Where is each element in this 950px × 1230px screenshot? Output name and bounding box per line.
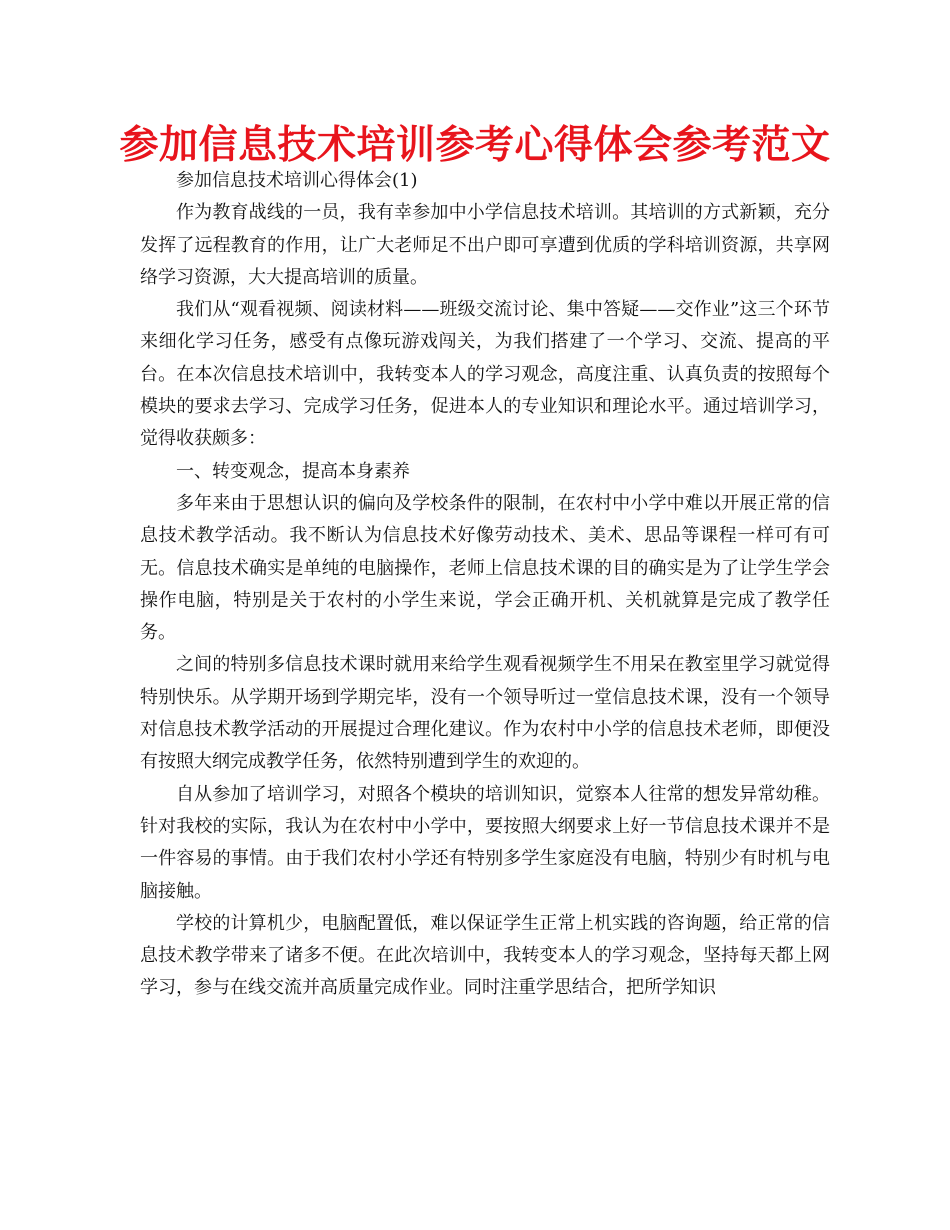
paragraph-subtitle: 参加信息技术培训心得体会(1)	[176, 170, 418, 191]
paragraph: 自从参加了培训学习，对照各个模块的培训知识，觉察本人往常的想发异常幼稚。针对我校的实际，我认为在农村中小学中，要按照大纲要求上好一节信息技术课并不是一件容易的事情。由于我们农村小学还有特别多学生家庭没有电脑，特别少有时机与电脑接触。	[140, 783, 830, 902]
document-title: 参加信息技术培训参考心得体会参考范文	[119, 122, 831, 168]
paragraph: 多年来由于思想认识的偏向及学校条件的限制，在农村中小学中难以开展正常的信息技术教学活动。我不断认为信息技术好像劳动技术、美术、思品等课程一样可有可无。信息技术确实是单纯的电脑操作，老师上信息技术课的目的确实是为了让学生学会操作电脑，特别是关于农村的小学生来说，学会正确开机、关机就算是完成了教学任务。	[140, 492, 830, 644]
document-body	[140, 165, 830, 1005]
paragraph: 作为教育战线的一员，我有幸参加中小学信息技术培训。其培训的方式新颖，充分发挥了远程教育的作用，让广大老师足不出户即可享遭到优质的学科培训资源，共享网络学习资源，大大提高培训的质量。	[140, 202, 830, 288]
paragraph: 学校的计算机少，电脑配置低，难以保证学生正常上机实践的咨询题，给正常的信息技术教学带来了诸多不便。在此次培训中，我转变本人的学习观念，坚持每天都上网学习，参与在线交流并高质量完成作业。同时注重学思结合，把所学知识	[140, 912, 830, 999]
paragraph: 我们从“观看视频、阅读材料——班级交流讨论、集中答疑——交作业”这三个环节来细化学习任务，感受有点像玩游戏闯关，为我们搭建了一个学习、交流、提高的平台。在本次信息技术培训中，我转变本人的学习观念，高度注重、认真负责的按照每个模块的要求去学习、完成学习任务，促进本人的专业知识和理论水平。通过培训学习，觉得收获颇多：	[140, 299, 830, 450]
paragraph: 之间的特别多信息技术课时就用来给学生观看视频学生不用呆在教室里学习就觉得特别快乐。从学期开场到学期完毕，没有一个领导听过一堂信息技术课，没有一个领导对信息技术教学活动的开展提过合理化建议。作为农村中小学的信息技术老师，即便没有按照大纲完成教学任务，依然特别遭到学生的欢迎的。	[140, 654, 830, 773]
section-heading: 一、转变观念，提高本身素养	[176, 460, 410, 482]
